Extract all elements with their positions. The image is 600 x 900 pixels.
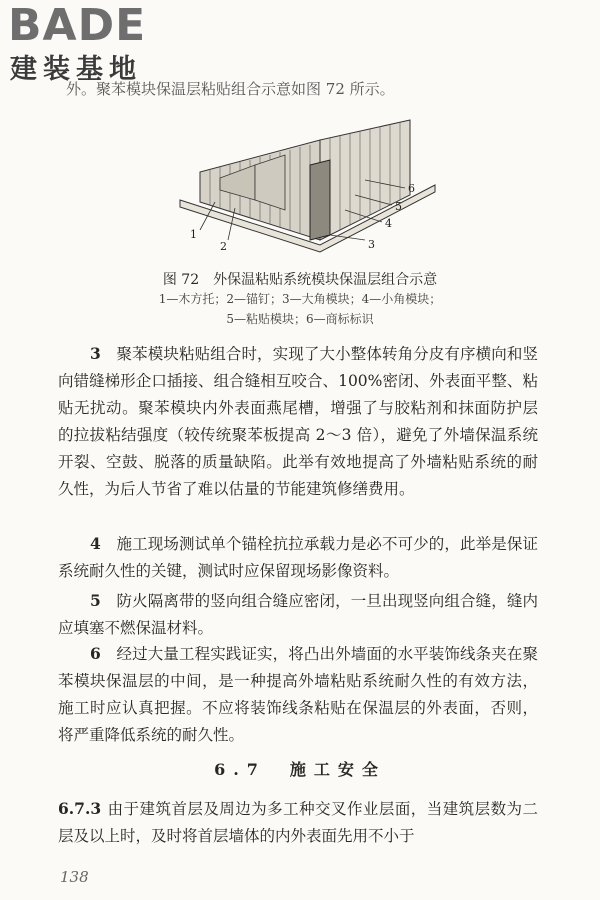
corner-module — [310, 160, 330, 240]
callout-5: 5 — [395, 200, 402, 213]
callout-2: 2 — [220, 240, 227, 253]
paragraph-number: 6 — [90, 644, 101, 663]
paragraph-3 — [58, 340, 538, 503]
callout-6: 6 — [408, 182, 415, 195]
paragraph-6 — [58, 640, 538, 749]
figure-legend-line-1: 1—木方托；2—锚钉；3—大角模块；4—小角模块； — [158, 292, 442, 306]
paragraph-text: 经过大量工程实践证实，将凸出外墙面的水平装饰线条夹在聚苯模块保温层的中间，是一种提高外墙粘贴系统耐久性的有效方法，施工时应认真把握。不应将装饰线条粘贴在保温层的外表面，否则，将严重降低系统的耐久性。 — [58, 645, 538, 744]
callout-3: 3 — [368, 238, 375, 251]
paragraph-text: 聚苯模块粘贴组合时，实现了大小整体转角分皮有序横向和竖向错缝梯形企口插接、组合缝相互咬合、100%密闭、外表面平整、粘贴无扰动。聚苯模块内外表面燕尾槽，增强了与胶粘剂和抹面防护层的拉拔粘结强度（较传统聚苯板提高 2～3 倍），避免了外墙保温系统开裂、空鼓、脱落的质量缺陷。此举有效地提高了外墙粘贴系统的耐久性，为后人节省了难以估量的节能建筑修缮费用。 — [58, 345, 538, 498]
logo-subtitle: 建装基地 — [10, 54, 142, 85]
figure-legend-line-2: 5—粘贴模块；6—商标标识 — [226, 312, 374, 326]
paragraph-number: 4 — [90, 534, 101, 553]
paragraph-text: 施工现场测试单个锚栓抗拉承载力是必不可少的，此举是保证系统耐久性的关键，测试时应保留现场影像资料。 — [58, 535, 538, 580]
page-number: 138 — [60, 868, 89, 886]
paragraph-text: 防火隔离带的竖向组合缝应密闭，一旦出现竖向组合缝，缝内应填塞不燃保温材料。 — [58, 592, 538, 637]
clause-text: 由于建筑首层及周边为多工种交叉作业层面，当建筑层数为二层及以上时，及时将首层墙体的内外表面先用不小于 — [58, 800, 538, 845]
intro-line: 外。聚苯模块保温层粘贴组合示意如图 72 所示。 — [66, 80, 395, 98]
bade-logo — [8, 2, 178, 90]
callout-1: 1 — [190, 228, 197, 241]
paragraph-4 — [58, 530, 538, 585]
clause-6-7-3 — [58, 795, 538, 850]
paragraph-5 — [58, 587, 538, 642]
figure-72-diagram — [160, 110, 440, 270]
figure-caption: 图 72 外保温粘贴系统模块保温层组合示意 — [162, 272, 438, 288]
clause-number: 6.7.3 — [58, 799, 102, 818]
callout-4: 4 — [385, 217, 392, 230]
logo-word: BADE — [8, 0, 147, 51]
left-wall-modules — [200, 140, 320, 240]
paragraph-number: 5 — [90, 591, 101, 610]
section-title: 6.7 施工安全 — [214, 760, 386, 779]
paragraph-number: 3 — [90, 344, 101, 363]
